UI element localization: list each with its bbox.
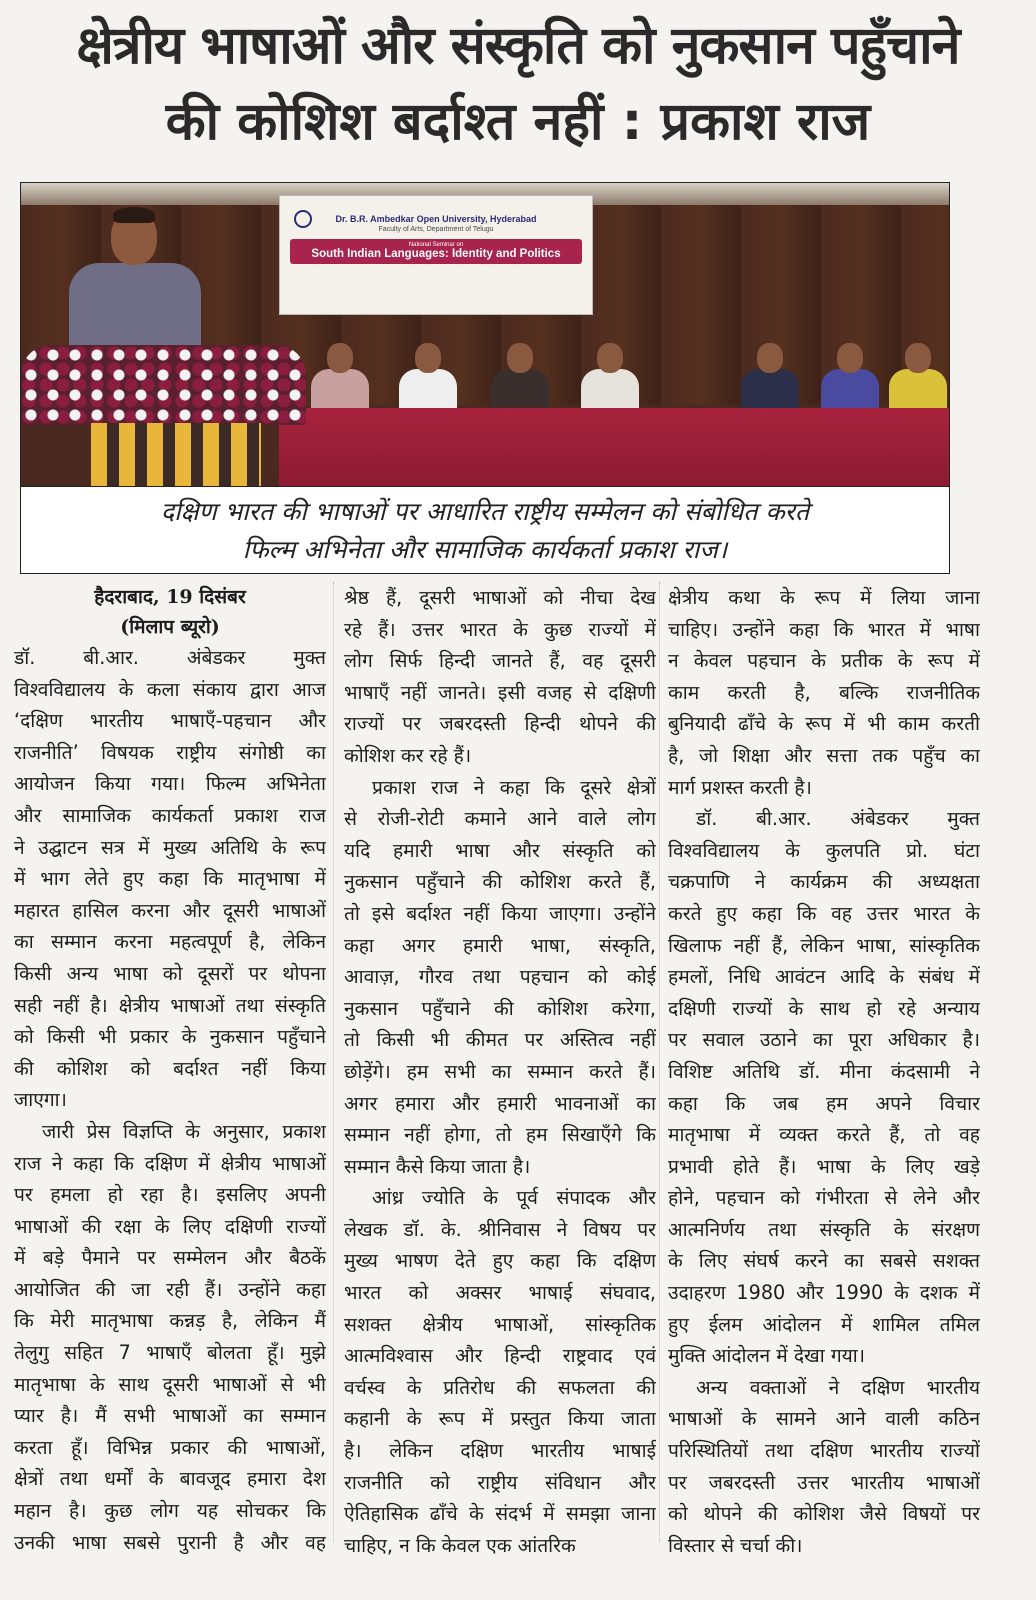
article-line: नुकसान पहुँचाने की कोशिश करेगा, — [344, 996, 656, 1020]
article-line: हमलों, निधि आवंटन आदि के संबंध में — [668, 965, 980, 989]
banner-university: Dr. B.R. Ambedkar Open University, Hyderabad — [335, 214, 537, 224]
article-line: आत्मनिर्णय तथा संस्कृति के संरक्षण — [668, 1217, 980, 1241]
article-line: भाषाओं की रक्षा के लिए दक्षिणी राज्यों — [14, 1214, 326, 1238]
article-line: क्षेत्रीय कथा के रूप में लिया जाना — [668, 586, 980, 609]
panelist — [889, 343, 947, 413]
panelist — [821, 343, 879, 413]
article-line: लोग सिर्फ हिन्दी जानते हैं, वह दूसरी — [344, 649, 656, 673]
panelist-head — [415, 343, 441, 373]
column-divider — [333, 582, 334, 1542]
article-line: पर सवाल उठाने का पूरा अधिकार है। — [668, 1028, 980, 1052]
article-line: कहानी के रूप में प्रस्तुत किया जाता — [344, 1407, 656, 1431]
article-line: की कोशिश को बर्दाश्त नहीं किया — [14, 1056, 326, 1080]
article-line: छोड़ेंगे। हम सभी का सम्मान करते हैं। — [344, 1059, 656, 1083]
article-line: राजनीति’ विषयक राष्ट्रीय संगोष्ठी का — [14, 740, 326, 764]
article-line: कोशिश कर रहे हैं। — [344, 743, 472, 767]
article-line: विस्तार से चर्चा की। — [668, 1533, 803, 1557]
headline-line-2: की कोशिश बर्दाश्त नहीं : प्रकाश राज — [165, 92, 871, 152]
article-line: में भाग लेते हुए कहा कि मातृभाषा में — [14, 867, 326, 891]
article-column-3 — [668, 582, 980, 1561]
article-line: मुक्ति आंदोलन में देखा गया। — [668, 1344, 865, 1368]
panelist — [491, 343, 549, 413]
article-line: अगर हमारा और हमारी भावनाओं का — [344, 1091, 656, 1115]
article-line: करता हूँ। विभिन्न प्रकार की भाषाओं, — [14, 1435, 326, 1459]
panelist-head — [905, 343, 931, 373]
article-line: आवाज़, गौरव तथा पहचान को कोई — [344, 965, 656, 989]
article-line: मुख्य भाषण देते हुए कहा कि दक्षिण — [344, 1249, 656, 1273]
article-line: न केवल पहचान के प्रतीक के रूप में — [668, 649, 980, 673]
article-line: खिलाफ नहीं हैं, लेकिन भाषा, सांस्कृतिक — [668, 933, 980, 957]
headline — [0, 8, 1036, 160]
article-line: सशक्त क्षेत्रीय भाषाओं, सांस्कृतिक — [344, 1312, 656, 1336]
photo-caption — [21, 486, 949, 573]
article-line: ने उद्घाटन सत्र में मुख्य अतिथि के रूप — [14, 835, 326, 859]
article-line: तो इसे बर्दाश्त नहीं किया जाएगा। उन्होंने — [344, 901, 656, 925]
article-line: तो किसी भी कीमत पर अस्तित्व नहीं — [344, 1028, 656, 1052]
article-line: किसी अन्य भाषा को दूसरों पर थोपना — [14, 961, 326, 985]
panelist-head — [327, 343, 353, 373]
article-line: विशिष्ट अतिथि डॉ. मीना कंदसामी ने — [668, 1059, 980, 1083]
article-line: डॉ. बी.आर. अंबेडकर मुक्त — [14, 646, 326, 669]
article-line: सम्मान नहीं होगा, तो हम सिखाएँगे कि — [344, 1123, 656, 1147]
article-line: महारत हासिल करना और दूसरी भाषाओं — [14, 898, 326, 922]
article-line: में बड़े पैमाने पर सम्मेलन और बैठकें — [14, 1246, 326, 1270]
article-line: राज ने कहा कि दक्षिण में क्षेत्रीय भाषाओं — [14, 1151, 326, 1175]
article-line: दक्षिणी राज्यों के साथ हो रहे अन्याय — [668, 996, 980, 1020]
article-line: परिस्थितियों तथा दक्षिण भारतीय राज्यों — [668, 1439, 980, 1463]
article-line: वर्चस्व के प्रतिरोध की सफलता की — [344, 1375, 656, 1399]
article-line: काम करती है, बल्कि राजनीतिक — [668, 680, 980, 704]
university-logo-icon — [294, 210, 312, 228]
article-line: प्यार है। मैं सभी भाषाओं का सम्मान — [14, 1404, 326, 1428]
article-line: करते हुए कहा कि वह उत्तर भारत के — [668, 901, 980, 925]
article-line: जारी प्रेस विज्ञप्ति के अनुसार, प्रकाश — [42, 1119, 326, 1143]
article-line: कहा अगर हमारी भाषा, संस्कृति, — [344, 933, 656, 957]
article-line: पर हमला हो रहा है। इसलिए अपनी — [14, 1183, 326, 1207]
article-line: है, जो शिक्षा और सत्ता तक पहुँच का — [668, 743, 980, 767]
article-line: अन्य वक्ताओं ने दक्षिण भारतीय — [696, 1375, 980, 1399]
panelist — [741, 343, 799, 413]
article-line: लेखक डॉ. के. श्रीनिवास ने विषय पर — [344, 1217, 656, 1241]
article-line: आयोजित की जा रही हैं। उन्होंने कहा — [14, 1277, 326, 1301]
article-line: को थोपने की कोशिश जैसे विषयों पर — [668, 1502, 980, 1526]
article-line: तेलुगु सहित 7 भाषाएँ बोलता हूँ। मुझे — [14, 1341, 326, 1365]
caption-line-2: फिल्म अभिनेता और सामाजिक कार्यकर्ता प्रकाश राज। — [242, 535, 728, 564]
article-line: उदाहरण 1980 और 1990 के दशक में — [668, 1281, 980, 1305]
panelist — [581, 343, 639, 413]
article-line: सही नहीं है। क्षेत्रीय भाषाओं तथा संस्कृति — [14, 993, 326, 1017]
panelist-head — [597, 343, 623, 373]
article-line: हुए ईलम आंदोलन में शामिल तमिल — [668, 1312, 980, 1336]
article-line: सम्मान कैसे किया जाता है। — [344, 1154, 531, 1178]
podium-flowers — [21, 345, 306, 425]
article-line: के लिए संघर्ष करने का सबसे सशक्त — [668, 1249, 980, 1273]
article-line: राजनीति को राष्ट्रीय संविधान और — [344, 1470, 656, 1494]
byline: (मिलाप ब्यूरो) — [120, 616, 220, 638]
article-line: कि मेरी मातृभाषा कन्नड़ है, लेकिन मैं — [14, 1309, 326, 1333]
article-line: से रोजी-रोटी कमाने आने वाले लोग — [344, 807, 656, 831]
article-line: प्रकाश राज ने कहा कि दूसरे क्षेत्रों — [372, 775, 656, 799]
dais-table — [279, 408, 949, 486]
article-line: ऐतिहासिक ढाँचे के संदर्भ में समझा जाना — [344, 1502, 656, 1526]
article-line: विश्वविद्यालय के कुलपति प्रो. घंटा — [668, 838, 980, 862]
dateline: हैदराबाद, 19 दिसंबर — [94, 586, 246, 608]
article-line: मार्ग प्रशस्त करती है। — [668, 775, 812, 799]
speaker-figure — [61, 205, 211, 365]
seminar-banner — [279, 195, 593, 315]
column-body — [344, 582, 656, 1561]
panelist-head — [507, 343, 533, 373]
article-line: उनकी भाषा सबसे पुरानी है और वह — [14, 1530, 326, 1554]
article-line: मातृभाषा के साथ दूसरी भाषाओं से भी — [14, 1372, 326, 1396]
column-divider — [659, 582, 660, 1542]
article-line: महान है। कुछ लोग यह सोचकर कि — [14, 1499, 326, 1523]
article-line: को किसी भी प्रकार के नुकसान पहुँचाने — [14, 1025, 326, 1049]
article-line: और सामाजिक कार्यकर्ता प्रकाश राज — [14, 803, 326, 827]
article-line: होने, पहचान को गंभीरता से लेने और — [668, 1186, 980, 1210]
panelist — [399, 343, 457, 413]
article-line: है। लेकिन दक्षिण भारतीय भाषाई — [344, 1439, 656, 1463]
banner-title: South Indian Languages: Identity and Politics — [311, 248, 561, 260]
article-line: राज्यों पर जबरदस्ती हिन्दी थोपने की — [344, 712, 656, 736]
article-line: विश्वविद्यालय के कला संकाय द्वारा आज — [14, 677, 326, 701]
article-line: जाएगा। — [14, 1088, 67, 1112]
speaker-hair — [113, 207, 155, 223]
article-line: रहे हैं। उत्तर भारत के कुछ राज्यों में — [344, 617, 656, 641]
panelist-head — [837, 343, 863, 373]
article-line: चक्रपाणि ने कार्यक्रम की अध्यक्षता — [668, 870, 980, 894]
photo-box — [20, 182, 950, 574]
caption-line-1: दक्षिण भारत की भाषाओं पर आधारित राष्ट्रीय सम्मेलन को संबोधित करते — [160, 497, 810, 526]
article-line: श्रेष्ठ हैं, दूसरी भाषाओं को नीचा देख — [344, 586, 656, 609]
column-body — [14, 642, 326, 1558]
article-line: ‘दक्षिण भारतीय भाषाएँ-पहचान और — [14, 709, 326, 733]
headline-line-1: क्षेत्रीय भाषाओं और संस्कृति को नुकसान पहुँचाने — [76, 16, 960, 76]
article-line: प्रभावी होते हैं। भाषा के लिए खड़े — [668, 1154, 980, 1178]
panelist-head — [757, 343, 783, 373]
article-line: मातृभाषा में व्यक्त करते हैं, तो वह — [668, 1123, 980, 1147]
article-column-2 — [344, 582, 656, 1561]
article-line: आयोजन किया गया। फिल्म अभिनेता — [14, 772, 326, 796]
article-line: का सम्मान करना महत्वपूर्ण है, लेकिन — [14, 930, 326, 954]
article-line: आत्मविश्वास और हिन्दी राष्ट्रवाद एवं — [344, 1344, 656, 1368]
banner-title-strip — [290, 239, 582, 264]
article-column-1 — [14, 582, 326, 1558]
article-line: भाषाओं के सामने आने वाली कठिन — [668, 1407, 980, 1431]
event-photo — [21, 183, 949, 486]
article-line: बुनियादी ढाँचे के रूप में भी काम करती — [668, 712, 980, 736]
panelist — [311, 343, 369, 413]
article-line: कहा कि जब हम अपने विचार — [668, 1091, 980, 1115]
banner-event-type: National Seminar on — [408, 242, 464, 248]
podium-garlands — [91, 423, 261, 486]
article-line: नुकसान पहुँचाने की कोशिश करते हैं, — [344, 870, 656, 894]
article-line: आंध्र ज्योति के पूर्व संपादक और — [372, 1186, 656, 1210]
article-line: भारत को अक्सर भाषाई संघवाद, — [344, 1281, 656, 1305]
article-line: यदि हमारी भाषा और संस्कृति को — [344, 838, 656, 862]
banner-faculty: Faculty of Arts, Department of Telugu — [378, 226, 494, 233]
article-line: क्षेत्रों तथा धर्मों के बावजूद हमारा देश — [14, 1467, 326, 1491]
article-line: पर जबरदस्ती उत्तर भारतीय भाषाओं — [668, 1470, 980, 1494]
flower-podium — [21, 345, 306, 486]
article-line: डॉ. बी.आर. अंबेडकर मुक्त — [696, 807, 980, 831]
article-line: भाषाएँ नहीं जानते। इसी वजह से दक्षिणी — [344, 680, 656, 704]
article-line: चाहिए, न कि केवल एक आंतरिक — [344, 1533, 576, 1557]
article-line: चाहिए। उन्होंने कहा कि भारत में भाषा — [668, 617, 980, 641]
column-body — [668, 582, 980, 1561]
